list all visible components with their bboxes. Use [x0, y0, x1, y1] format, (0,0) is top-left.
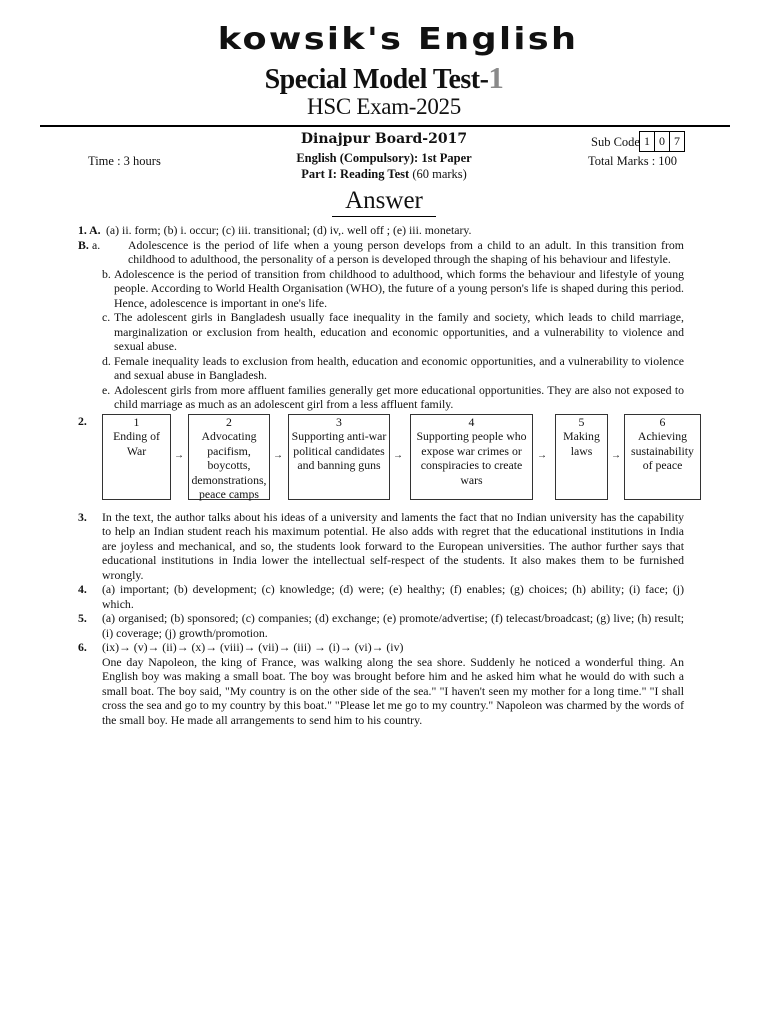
test-title: [0, 60, 768, 96]
sub-answer-label: a.: [92, 237, 101, 252]
flowchart-step-number: 4: [468, 414, 475, 429]
sub-code-digit: 0: [654, 131, 670, 152]
flowchart-box: [410, 414, 533, 500]
sub-answer: [102, 310, 684, 354]
header-rule: [40, 125, 730, 127]
sub-answer-text: The adolescent girls in Bangladesh usually face inequality in the family and society, which leads to child marriage, marginalization or exclusion from health, education and economic opportunities, and a vulnerability to violence and sexual abuse.: [114, 310, 684, 353]
question-2: [78, 413, 694, 504]
question-3: [78, 510, 684, 583]
flow-arrow-icon: →: [393, 449, 403, 461]
question-number: B.: [78, 237, 89, 252]
sub-answer-text: Adolescence is the period of life when a young person develops from a child to an adult. In this transition from childhood to adulthood, the personality of a person is developed through the shaping of his behaviour and lifestyle.: [128, 237, 684, 266]
question-5-answer: (a) organised; (b) sponsored; (c) companies; (d) exchange; (e) promote/advertise; (f) telecast/broadcast; (g) live; (h) result; (i) coverage; (j) growth/promotion.: [102, 611, 684, 640]
flowchart-box: [102, 414, 171, 500]
sub-answer-label: b.: [102, 266, 111, 281]
part-info: [0, 167, 768, 182]
part-marks: (60 marks): [409, 167, 467, 181]
brand-title: kowsik's English: [217, 22, 579, 57]
question-number: 3.: [78, 509, 87, 524]
flowchart-step-text: Making laws: [563, 429, 600, 458]
question-1b-answers: [92, 237, 684, 412]
question-number: 4.: [78, 582, 87, 596]
question-6-answer: [102, 640, 684, 727]
board-name: Dinajpur Board-2017: [300, 131, 468, 147]
sub-answer-label: c.: [102, 310, 111, 324]
question-1b: [78, 238, 684, 412]
sub-answer-label: e.: [102, 382, 111, 397]
exam-name: HSC Exam-2025: [307, 94, 461, 119]
flowchart-step-number: 6: [659, 414, 666, 429]
question-4-answer: (a) important; (b) development; (c) knowledge; (d) were; (e) healthy; (f) enables; (g) choices; (h) ability; (i) face; (j) which.: [102, 582, 684, 611]
sub-answer: [102, 267, 684, 311]
sub-answer-text: Female inequality leads to exclusion from health, education and economic opportunities, and a vulnerability to violence and sexual abuse in Bangladesh.: [114, 353, 684, 382]
sub-code-boxes: [640, 131, 685, 152]
flowchart-box: [555, 414, 608, 500]
total-marks: Total Marks : 100: [588, 154, 678, 168]
flowchart-box: [624, 414, 701, 500]
flow-arrow-icon: →: [174, 449, 184, 461]
sub-answer-label: d.: [102, 353, 111, 368]
question-5: [78, 611, 684, 640]
question-1a: [78, 223, 684, 238]
flowchart-step-text: Advocating pacifism, boycotts, demonstrations, peace camps: [191, 429, 267, 501]
flow-arrow-icon: →: [611, 449, 621, 461]
time-label: Time : 3 hours: [88, 154, 161, 168]
flowchart-step-number: 1: [133, 414, 140, 429]
question-6: [78, 640, 684, 727]
story-text: One day Napoleon, the king of France, was walking along the sea shore. Suddenly he noticed a wonderful thing. An English boy was making a small boat. The boy was brought before him and he asked him what he would do with such a small boat. The boy said, "My country is on the other side of the sea." "I haven't seen my mother for a long time." "I shall cross the sea and go to my country by this boat." "Please let me go to my country." Napoleon was charmed by the words of the small boy. He made all arrangements to send him to his country.: [102, 654, 684, 727]
sub-answer-text: Adolescent girls from more affluent families generally get more educational opportunities. They are also not exposed to child marriage as much as an adolescent girl from a less affluent family.: [114, 382, 684, 411]
test-title-text: Special Model Test-: [264, 64, 489, 95]
question-number: 5.: [78, 611, 87, 625]
question-1a-answer: (a) ii. form; (b) i. occur; (c) iii. transitional; (d) iv,. well off ; (e) iii. monetary.: [106, 223, 472, 237]
flowchart-step-number: 5: [578, 414, 585, 429]
flowchart-step-number: 3: [336, 414, 342, 429]
sub-code-digit: 7: [669, 131, 685, 152]
question-number: 1. A.: [78, 223, 101, 237]
question-3-answer: In the text, the author talks about his ideas of a university and laments the fact that no Indian university has the capability to help an Indian student reach his maximum potential. He also adds with regret that the educational institutions in India are joyless and mechanical, and so, the students look forward to the European universities. The author further says that educational institutions in India lower the intellectual self-respect of the students. It also makes them to be furnished wrongly.: [102, 509, 684, 582]
sub-answer-text: Adolescence is the period of transition from childhood to adulthood, which forms the behaviour and lifestyle of young people. According to World Health Organisation (WHO), the future of a young person's life is shaped during this period. Hence, adolescence is important in one's life.: [114, 266, 684, 310]
question-4: [78, 582, 684, 611]
answer-underline: [332, 216, 436, 217]
answer-heading: Answer: [345, 187, 423, 214]
question-number: 6.: [78, 640, 87, 654]
sub-answer: [92, 238, 684, 267]
flowchart-step-text: Supporting anti-war political candidates and banning guns: [291, 429, 387, 472]
sentence-order: (ix)→ (v)→ (ii)→ (x)→ (viii)→ (vii)→ (iii) → (i)→ (vi)→ (iv): [102, 640, 404, 654]
sub-answer: [102, 383, 684, 412]
flow-arrow-icon: →: [273, 449, 283, 461]
flowchart-step-text: Ending of War: [113, 429, 160, 458]
flowchart-step-text: Achieving sustainability of peace: [631, 429, 694, 472]
flowchart-box: [188, 414, 270, 500]
flow-arrow-icon: →: [537, 449, 547, 461]
answer-content: [78, 223, 694, 727]
sub-answer: [102, 354, 684, 383]
sub-code-label: Sub Code: [591, 135, 640, 149]
sub-code-digit: 1: [639, 131, 655, 152]
flowchart-step-number: 2: [226, 414, 232, 429]
test-number: 1: [488, 60, 504, 95]
flowchart-step-text: Supporting people who expose war crimes or conspiracies to create wars: [416, 429, 527, 487]
flowchart-box: [288, 414, 390, 500]
part-title: Part I: Reading Test: [301, 167, 410, 181]
flowchart: [102, 414, 694, 504]
paper-name: English (Compulsory): 1st Paper: [296, 151, 472, 165]
question-number: 2.: [78, 413, 87, 428]
